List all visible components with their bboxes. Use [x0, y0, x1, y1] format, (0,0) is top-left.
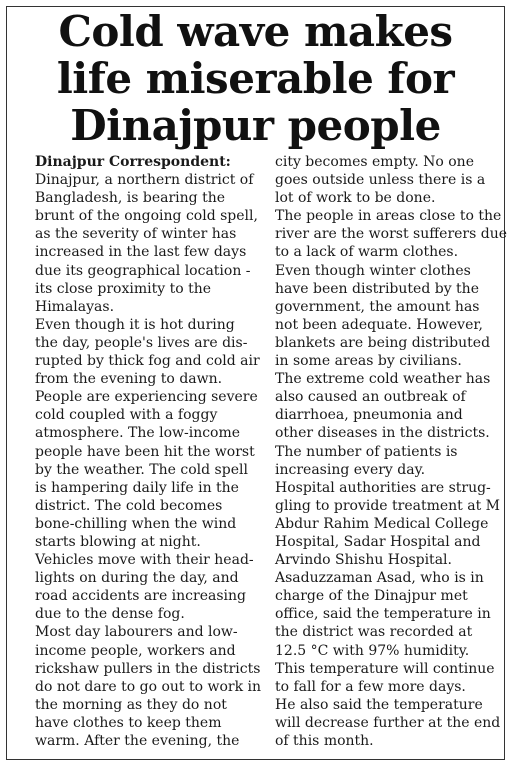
text-line: rickshaw pullers in the districts — [35, 660, 261, 677]
text-line: brunt of the ongoing cold spell, — [35, 208, 258, 225]
text-line: 12.5 °C with 97% humidity. — [275, 642, 470, 659]
text-line: the district was recorded at — [275, 624, 473, 641]
text-line: increasing every day. — [275, 461, 426, 478]
text-line: income people, workers and — [35, 642, 236, 659]
paragraph — [275, 569, 503, 659]
left-column — [35, 153, 275, 750]
text-line: increased in the last few days — [35, 244, 247, 261]
text-line: have been distributed by the — [275, 280, 479, 297]
text-line: warm. After the evening, the — [35, 733, 240, 749]
text-line: People are experiencing severe — [35, 389, 258, 406]
paragraph — [275, 262, 503, 371]
text-line: He also said the temperature — [275, 696, 483, 713]
paragraph — [275, 443, 503, 479]
text-line: to a lack of warm clothes. — [275, 244, 459, 261]
text-line: rupted by thick fog and cold air — [35, 353, 260, 370]
paragraph — [275, 660, 503, 696]
headline-line: life miserable for — [56, 54, 455, 103]
text-line: lights on during the day, and — [35, 570, 239, 587]
text-line: atmosphere. The low-income — [35, 425, 241, 442]
text-line: road accidents are increasing — [35, 588, 246, 605]
text-line: Arvindo Shishu Hospital. — [275, 552, 452, 569]
text-line: cold coupled with a foggy — [35, 407, 218, 424]
text-line: charge of the Dinajpur met — [275, 588, 468, 605]
text-line: the day, people's lives are dis- — [35, 334, 248, 351]
text-line: bone-chilling when the wind — [35, 515, 237, 532]
text-line: of this month. — [275, 733, 374, 749]
text-line: goes outside unless there is a — [275, 172, 486, 189]
paragraph — [35, 623, 275, 750]
text-line: Dinajpur, a northern district of — [35, 172, 254, 189]
text-line: due to the dense fog. — [35, 606, 185, 623]
text-line: Most day labourers and low- — [35, 624, 238, 641]
text-line: gling to provide treatment at M — [275, 497, 501, 514]
text-line: its close proximity to the — [35, 280, 212, 297]
text-line: river are the worst sufferers due — [275, 226, 508, 243]
text-line: Abdur Rahim Medical College — [275, 515, 489, 532]
byline: Dinajpur Correspondent: — [35, 154, 231, 170]
text-line: This temperature will continue — [275, 660, 495, 677]
text-line: office, said the temperature in — [275, 606, 491, 623]
text-line: The extreme cold weather has — [275, 371, 491, 388]
text-line: also caused an outbreak of — [275, 389, 466, 406]
paragraph — [275, 207, 508, 261]
paragraph — [35, 316, 275, 388]
text-line: as the severity of winter has — [35, 226, 237, 243]
text-line: district. The cold becomes — [35, 497, 223, 514]
paragraph — [275, 696, 503, 750]
paragraph — [35, 551, 275, 623]
text-line: diarrhoea, pneumonia and — [275, 407, 463, 424]
paragraph — [35, 388, 275, 551]
text-line: Asaduzzaman Asad, who is in — [275, 570, 484, 587]
text-line: Vehicles move with their head- — [35, 552, 254, 569]
text-line: Even though winter clothes — [275, 262, 471, 279]
headline — [10, 8, 501, 149]
text-line: lot of work to be done. — [275, 190, 436, 207]
right-column — [275, 153, 508, 750]
paragraph — [275, 479, 503, 569]
text-line: to fall for a few more days. — [275, 678, 466, 695]
text-line: have clothes to keep them — [35, 714, 222, 731]
text-line: The people in areas close to the — [275, 208, 502, 225]
text-line: the morning as they do not — [35, 696, 227, 713]
text-line: from the evening to dawn. — [35, 371, 223, 388]
headline-line: Cold wave makes — [58, 7, 453, 56]
text-line: The number of patients is — [275, 443, 458, 460]
text-line: is hampering daily life in the — [35, 479, 239, 496]
text-line: Himalayas. — [35, 298, 115, 315]
text-line: Hospital, Sadar Hospital and — [275, 533, 481, 550]
text-line: blankets are being distributed — [275, 334, 491, 351]
text-line: Even though it is hot during — [35, 316, 235, 333]
text-line: other diseases in the districts. — [275, 425, 490, 442]
text-line: government, the amount has — [275, 298, 480, 315]
text-line: starts blowing at night. — [35, 533, 201, 550]
text-line: Hospital authorities are strug- — [275, 479, 491, 496]
text-line: in some areas by civilians. — [275, 353, 462, 370]
text-line: not been adequate. However, — [275, 316, 483, 333]
paragraph — [35, 171, 275, 316]
text-line: due its geographical location - — [35, 262, 251, 279]
text-line: city becomes empty. No one — [275, 154, 474, 170]
text-line: Bangladesh, is bearing the — [35, 190, 226, 207]
paragraph — [275, 370, 503, 442]
paragraph — [275, 153, 503, 207]
text-line: by the weather. The cold spell — [35, 461, 248, 478]
text-line: do not dare to go out to work in — [35, 678, 262, 695]
headline-line: Dinajpur people — [70, 101, 441, 150]
text-line: will decrease further at the end — [275, 714, 501, 731]
text-line: people have been hit the worst — [35, 443, 255, 460]
